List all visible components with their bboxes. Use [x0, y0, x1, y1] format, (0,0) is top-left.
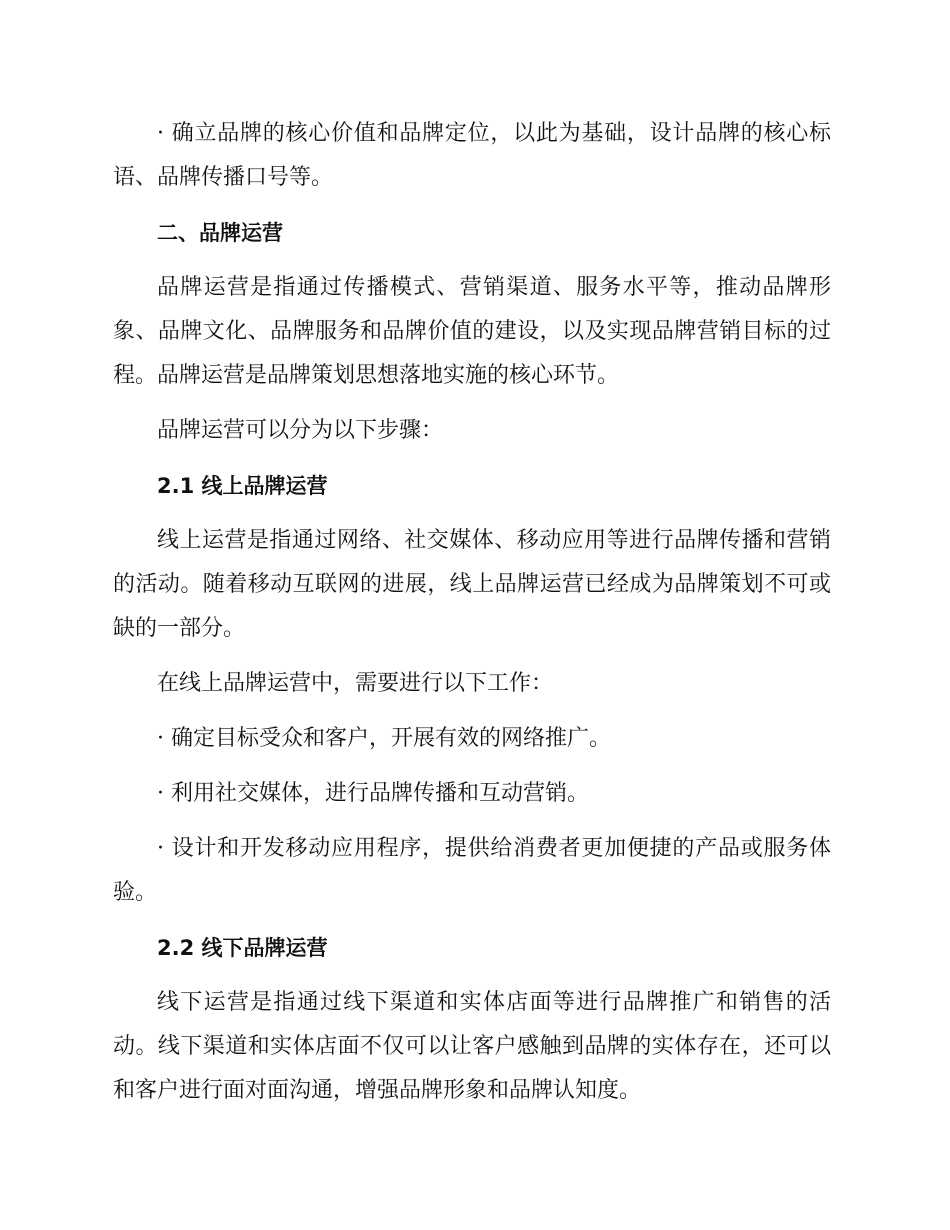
body-paragraph: 品牌运营是指通过传播模式、营销渠道、服务水平等，推动品牌形象、品牌文化、品牌服务和品牌价值的建设，以及实现品牌营销目标的过程。品牌运营是品牌策划思想落地实施的核心环节。: [113, 275, 831, 388]
document-body: [113, 112, 831, 1124]
bullet-paragraph: · 确立品牌的核心价值和品牌定位，以此为基础，设计品牌的核心标语、品牌传播口号等。: [113, 121, 831, 190]
subsection-heading: 2.1 线上品牌运营: [157, 474, 328, 498]
body-paragraph: 线下运营是指通过线下渠道和实体店面等进行品牌推广和销售的活动。线下渠道和实体店面不仅可以让客户感触到品牌的实体存在，还可以和客户进行面对面沟通，增强品牌形象和品牌认知度。: [113, 990, 831, 1103]
section-heading: 二、品牌运营: [157, 221, 283, 245]
subsection-heading: 2.2 线下品牌运营: [157, 936, 328, 960]
body-paragraph: 线上运营是指通过网络、社交媒体、移动应用等进行品牌传播和营销的活动。随着移动互联网的进展，线上品牌运营已经成为品牌策划不可或缺的一部分。: [113, 528, 831, 641]
bullet-paragraph: · 确定目标受众和客户，开展有效的网络推广。: [157, 726, 611, 751]
body-paragraph: 品牌运营可以分为以下步骤：: [157, 418, 444, 443]
bullet-paragraph: · 利用社交媒体，进行品牌传播和互动营销。: [157, 781, 589, 806]
bullet-paragraph: · 设计和开发移动应用程序，提供给消费者更加便捷的产品或服务体验。: [113, 836, 831, 905]
body-paragraph: 在线上品牌运营中，需要进行以下工作：: [157, 671, 554, 696]
